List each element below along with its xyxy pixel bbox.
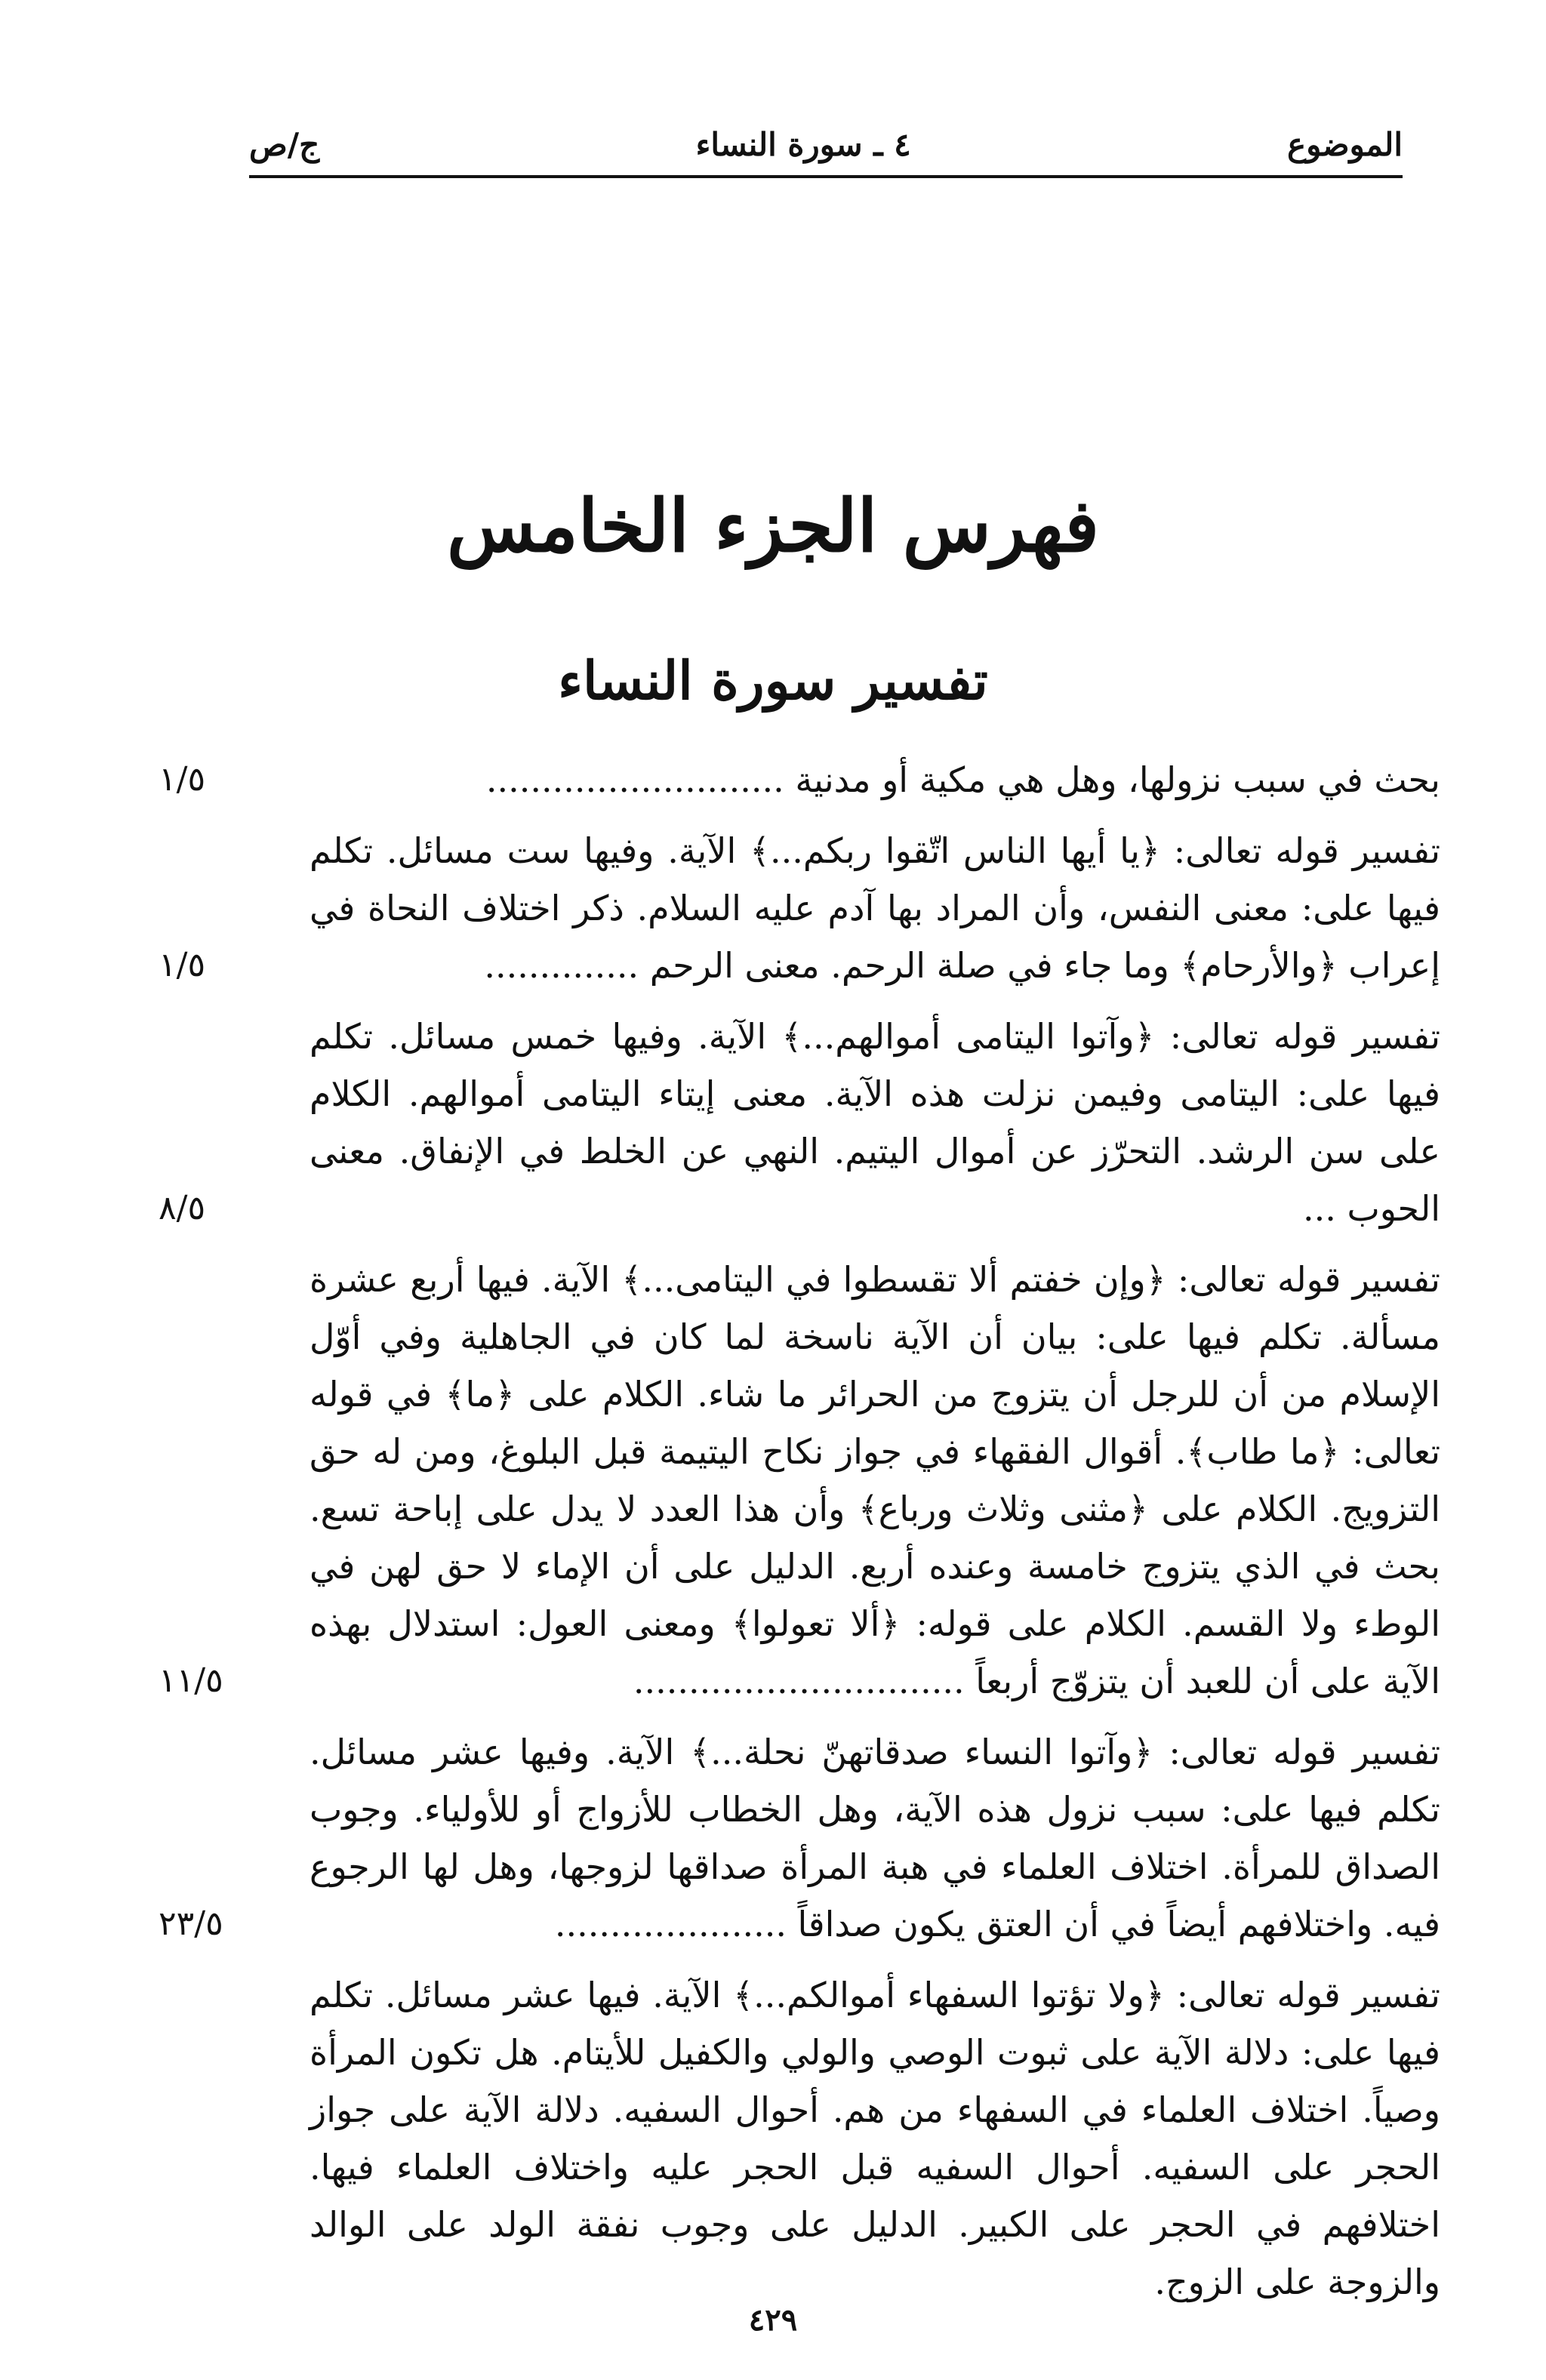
page-header [249, 113, 1403, 178]
entry-text: بحث في سبب نزولها، وهل هي مكية أو مدنية ........................... [485, 759, 1440, 800]
entry-text: تفسير قوله تعالى: ﴿وإن خفتم ألا تقسطوا في اليتامى...﴾ الآية. فيها أربع عشرة مسألة. تكلم فيها على: بيان أن الآية ناسخة لما كان في الجاهلية وفي أوّل الإسلام من أن للرجل أن يتزوج من الحرائر ما شاء. الكلام على ﴿ما﴾ في قوله تعالى: ﴿ما طاب﴾. أقوال الفقهاء في جواز نكاح اليتيمة قبل البلوغ، ومن له حق التزويج. الكلام على ﴿مثنى وثلاث ورباع﴾ وأن هذا العدد لا يدل على إباحة تسع. بحث في الذي يتزوج خامسة وعنده أربع. الدليل على أن الإماء لا حق لهن في الوطء ولا القسم. الكلام على قوله: ﴿ألا تعولوا﴾ ومعنى العول: استدلال بهذه الآية على أن للعبد أن يتزوّج أربعاً .............................. [310, 1259, 1440, 1701]
index-entry [91, 822, 1440, 994]
entry-text: تفسير قوله تعالى: ﴿وآتوا النساء صدقاتهنّ نحلة...﴾ الآية. وفيها عشر مسائل. تكلم فيها على: سبب نزول هذه الآية، وهل الخطاب للأزواج أو للأولياء. وجوب الصداق للمرأة. اختلاف العلماء في هبة المرأة صداقها لزوجها، وهل لها الرجوع فيه. واختلافهم أيضاً في أن العتق يكون صداقاً ..................... [310, 1732, 1440, 1944]
index-entry [91, 1251, 1440, 1710]
entry-page-ref: ٢٣/٥ [159, 1904, 223, 1943]
entry-text: تفسير قوله تعالى: ﴿ولا تؤتوا السفهاء أموالكم...﴾ الآية. فيها عشر مسائل. تكلم فيها على: دلالة الآية على ثبوت الوصي والولي والكفيل للأيتام. هل تكون المرأة وصياً. اختلاف العلماء في السفهاء من هم. أحوال السفيه. دلالة الآية على جواز الحجر على السفيه. أحوال السفيه قبل الحجر عليه واختلاف العلماء فيها. اختلافهم في الحجر على الكبير. الدليل على وجوب نفقة الولد على الوالد والزوجة على الزوج. [310, 1975, 1440, 2302]
header-volume-page-label: ج/ص [249, 125, 320, 163]
entry-text: تفسير قوله تعالى: ﴿يا أيها الناس اتّقوا ربكم...﴾ الآية. وفيها ست مسائل. تكلم فيها على: معنى النفس، وأن المراد بها آدم عليه السلام. ذكر اختلاف النحاة في إعراب ﴿والأرحام﴾ وما جاء في صلة الرحم. معنى الرحم .............. [310, 830, 1440, 986]
header-surah-label: ٤ ـ سورة النساء [695, 125, 911, 163]
index-title: فهرس الجزء الخامس [446, 483, 1100, 568]
page-number: ٤٢٩ [748, 2302, 798, 2338]
index-entries [91, 751, 1440, 2324]
entry-text: تفسير قوله تعالى: ﴿وآتوا اليتامى أموالهم...﴾ الآية. وفيها خمس مسائل. تكلم فيها على: اليتامى وفيمن نزلت هذه الآية. معنى إيتاء اليتامى أموالهم. الكلام على سن الرشد. التحرّز عن أموال اليتيم. النهي عن الخلط في الإنفاق. معنى الحوب ... [310, 1016, 1440, 1229]
entry-page-ref: ١١/٥ [159, 1661, 223, 1700]
index-entry [91, 1723, 1440, 1953]
header-topic-label: الموضوع [1287, 125, 1403, 163]
entry-page-ref: ٨/٥ [159, 1189, 206, 1227]
index-entry [91, 751, 1440, 808]
entry-page-ref: ١/٥ [159, 760, 206, 799]
index-entry [91, 1008, 1440, 1237]
section-subtitle: تفسير سورة النساء [558, 649, 988, 712]
entry-page-ref: ١/٥ [159, 946, 206, 984]
index-entry [91, 1966, 1440, 2311]
